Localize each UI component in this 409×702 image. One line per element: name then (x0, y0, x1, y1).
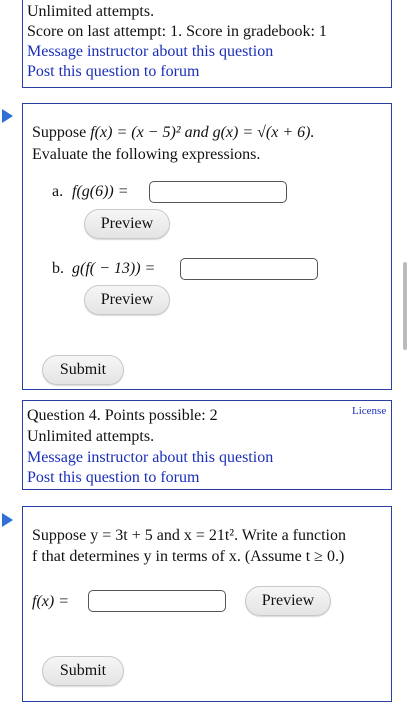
q3-intro-prefix: Suppose (32, 124, 91, 141)
scrollbar[interactable] (403, 262, 407, 350)
part-b-label: b. (52, 260, 64, 277)
part-a-preview-button[interactable]: Preview (84, 209, 170, 239)
part-b-expression: g(f( − 13)) = (72, 260, 156, 277)
part-a-expression: f(g(6)) = (72, 183, 129, 200)
q3-post-forum-link[interactable]: Post this question to forum (27, 63, 200, 80)
question-arrow-icon (2, 109, 13, 123)
q4-attempts-text: Unlimited attempts. (27, 428, 155, 445)
part-b-answer-input[interactable] (180, 258, 318, 280)
q3-attempts-text: Unlimited attempts. (27, 3, 155, 20)
q4-preview-button[interactable]: Preview (245, 586, 331, 616)
q4-line2-text: f that determines y in terms of x. (Assume t ≥ 0.) (32, 548, 345, 565)
q3-submit-button[interactable]: Submit (42, 355, 124, 385)
q4-line1-text: Suppose y = 3t + 5 and x = 21t². Write a function (32, 527, 346, 544)
q4-submit-button[interactable]: Submit (42, 656, 124, 686)
part-a-answer-input[interactable] (149, 181, 287, 203)
question-arrow-icon (2, 513, 13, 527)
q3-score-text: Score on last attempt: 1. Score in gradebook: 1 (27, 23, 327, 40)
q3-message-instructor-link[interactable]: Message instructor about this question (27, 43, 274, 60)
q4-answer-expression: f(x) = (32, 593, 69, 610)
part-a-label: a. (52, 183, 64, 200)
q4-title-text: Question 4. Points possible: 2 (27, 407, 218, 424)
q4-license-link[interactable]: License (352, 405, 387, 417)
q3-instruction-text: Evaluate the following expressions. (32, 146, 261, 163)
part-b-preview-button[interactable]: Preview (84, 285, 170, 315)
q4-answer-input[interactable] (88, 590, 226, 612)
q3-intro-text (32, 123, 314, 143)
q3-intro-math: f(x) = (x − 5)² and g(x) = √(x + 6). (90, 124, 315, 141)
q4-message-instructor-link[interactable]: Message instructor about this question (27, 449, 274, 466)
q4-post-forum-link[interactable]: Post this question to forum (27, 469, 200, 486)
